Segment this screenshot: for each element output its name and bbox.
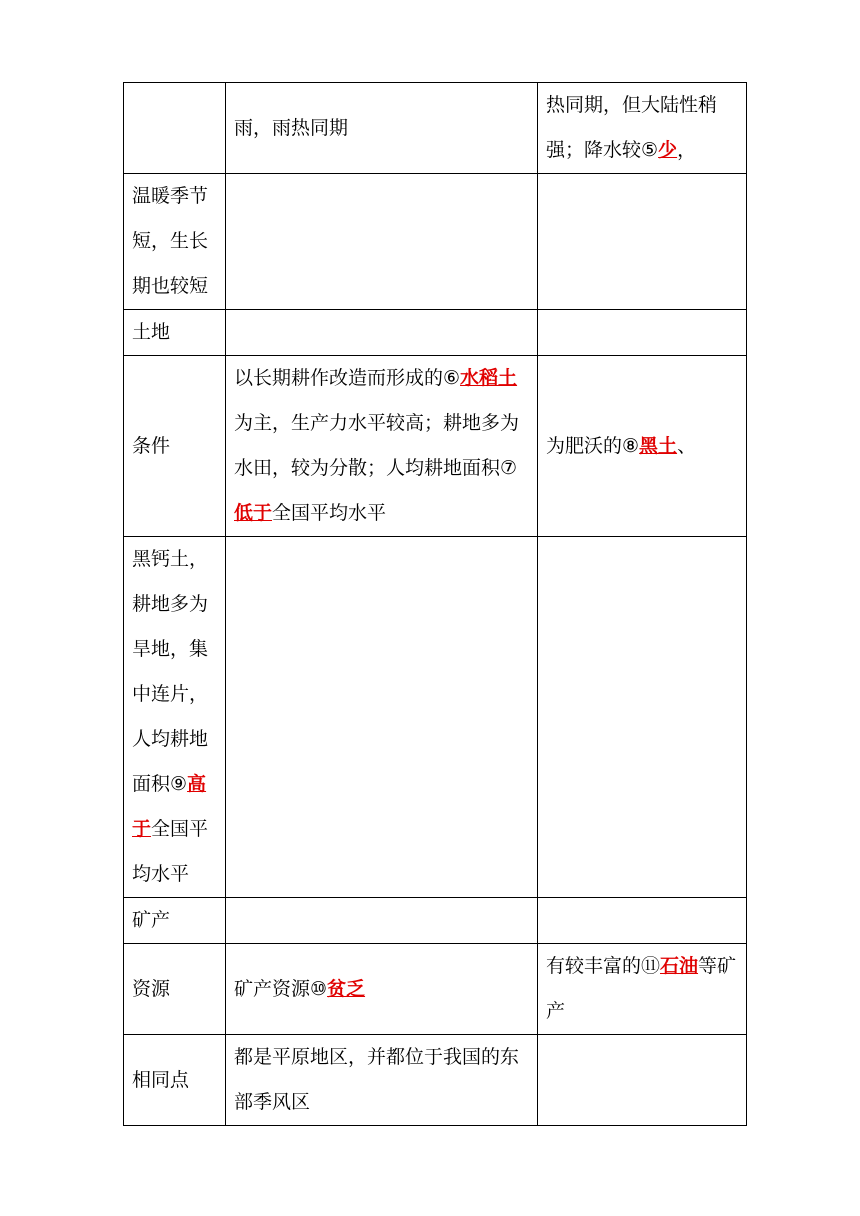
cell-text: 全国平均水平 xyxy=(132,818,209,885)
cell-text: 土地 xyxy=(132,321,171,343)
cell-text: 为主，生产力水平较高；耕地多为水田，较为分散；人均耕地面积⑦ xyxy=(234,412,520,479)
row-7-col-3 xyxy=(538,944,747,1035)
row-3-col-2 xyxy=(226,310,538,356)
row-1-col-1 xyxy=(124,83,226,174)
row-2-col-2 xyxy=(226,174,538,310)
table-row xyxy=(124,944,747,1035)
row-4-col-2 xyxy=(226,356,538,537)
answer-text: 少 xyxy=(658,139,678,161)
cell-text: ， xyxy=(677,139,697,161)
row-6-col-1 xyxy=(124,898,226,944)
cell-text: 资源 xyxy=(132,977,171,1000)
answer-text: 高于 xyxy=(132,773,207,840)
cell-text: 都是平原地区，并都位于我国的东部季风区 xyxy=(234,1046,520,1113)
table-row xyxy=(124,356,747,537)
cell-text: 温暖季节短，生长期也较短 xyxy=(132,185,209,297)
cell-text: 等矿产 xyxy=(546,955,737,1022)
row-7-col-2 xyxy=(226,944,538,1035)
cell-text: 全国平均水平 xyxy=(272,502,387,524)
answer-text: 低于 xyxy=(234,502,273,524)
table-row xyxy=(124,898,747,944)
table-row xyxy=(124,1035,747,1126)
row-3-col-3 xyxy=(538,310,747,356)
row-5-col-2 xyxy=(226,537,538,898)
cell-text: 热同期，但大陆性稍强；降水较⑤ xyxy=(546,94,718,161)
row-4-col-3 xyxy=(538,356,747,537)
cell-text: 黑钙土，耕地多为旱地，集中连片，人均耕地面积⑨ xyxy=(132,548,209,795)
cell-text: 相同点 xyxy=(132,1068,190,1091)
cell-text: 雨，雨热同期 xyxy=(234,116,349,139)
cell-text: 以长期耕作改造而形成的⑥ xyxy=(234,367,461,389)
cell-text: 条件 xyxy=(132,434,171,457)
row-3-col-1 xyxy=(124,310,226,356)
row-1-col-3 xyxy=(538,83,747,174)
row-1-col-2 xyxy=(226,83,538,174)
cell-text: 矿产资源⑩ xyxy=(234,977,328,1000)
comparison-table xyxy=(123,82,747,1126)
answer-text: 贫乏 xyxy=(327,977,366,1000)
table-row xyxy=(124,83,747,174)
row-7-col-1 xyxy=(124,944,226,1035)
answer-text: 水稻土 xyxy=(460,367,518,389)
cell-text: 、 xyxy=(677,434,697,457)
table-row xyxy=(124,310,747,356)
row-6-col-3 xyxy=(538,898,747,944)
row-8-col-2 xyxy=(226,1035,538,1126)
row-2-col-3 xyxy=(538,174,747,310)
row-5-col-1 xyxy=(124,537,226,898)
row-5-col-3 xyxy=(538,537,747,898)
answer-text: 石油 xyxy=(660,955,699,977)
row-2-col-1 xyxy=(124,174,226,310)
cell-text: 有较丰富的⑪ xyxy=(546,955,661,977)
cell-text: 矿产 xyxy=(132,909,171,931)
table-row xyxy=(124,537,747,898)
row-6-col-2 xyxy=(226,898,538,944)
table-row xyxy=(124,174,747,310)
row-4-col-1 xyxy=(124,356,226,537)
row-8-col-3 xyxy=(538,1035,747,1126)
answer-text: 黑土 xyxy=(639,434,678,457)
cell-text: 为肥沃的⑧ xyxy=(546,434,640,457)
row-8-col-1 xyxy=(124,1035,226,1126)
